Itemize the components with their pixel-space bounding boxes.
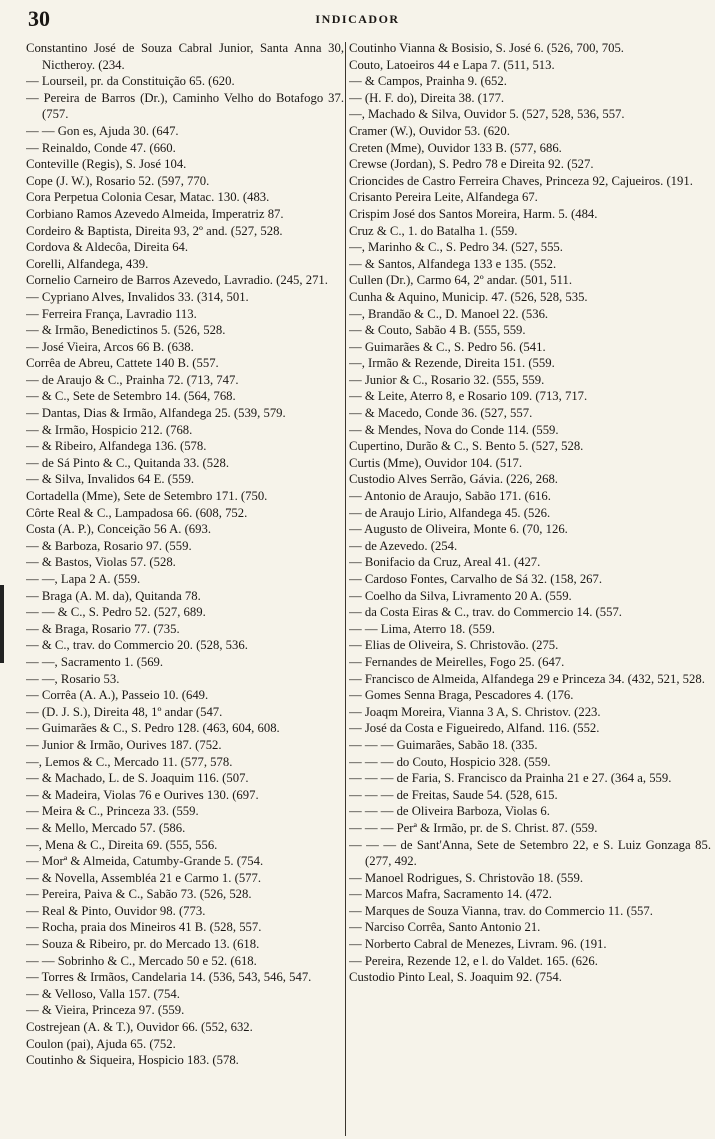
directory-entry: Costrejean (A. & T.), Ouvidor 66. (552, 632. [26,1020,253,1035]
directory-entry: Cramer (W.), Ouvidor 53. (620. [349,123,510,138]
directory-entry: — Souza & Ribeiro, pr. do Mercado 13. (618. [26,937,260,952]
directory-entry: — — Sobrinho & C., Mercado 50 e 52. (618. [26,953,257,968]
directory-entry: — Francisco de Almeida, Alfandega 29 e Princeza 34. (432, 521, 528. [349,671,705,686]
directory-entry: — — — do Couto, Hospicio 328. (559. [349,754,551,769]
directory-entry: — Manoel Rodrigues, S. Christovão 18. (559. [349,870,584,885]
directory-entry: — & Velloso, Valla 157. (754. [26,986,180,1001]
directory-entry: Crioncides de Castro Ferreira Chaves, Princeza 92, Cajueiros. (191. [349,173,693,188]
directory-entry: — Cypriano Alves, Invalidos 33. (314, 501. [26,289,249,304]
directory-entry: — & Madeira, Violas 76 e Ourives 130. (697. [26,787,259,802]
directory-entry: — Braga (A. M. da), Quitanda 78. [26,588,201,603]
directory-entry: — Antonio de Araujo, Sabão 171. (616. [349,489,551,504]
directory-entry: — Guimarães & C., S. Pedro 56. (541. [349,339,546,354]
directory-entry: — (D. J. S.), Direita 48, 1º andar (547. [26,704,223,719]
directory-entry: — Reinaldo, Conde 47. (660. [26,140,176,155]
directory-entry: Constantino José de Souza Cabral Junior, Santa Anna 30, Nictheroy. (234. [26,41,344,72]
directory-entry: — Torres & Irmãos, Candelaria 14. (536, 543, 546, 547. [26,970,312,985]
directory-entry: — Pereira de Barros (Dr.), Caminho Velho do Botafogo 37. (757. [26,90,344,122]
directory-entry: — & Mendes, Nova do Conde 114. (559. [349,422,559,437]
directory-entry: Crewse (Jordan), S. Pedro 78 e Direita 92. (527. [349,157,594,172]
directory-entry: — & Irmão, Benedictinos 5. (526, 528. [26,323,226,338]
directory-entry: — & Couto, Sabão 4 B. (555, 559. [349,323,526,338]
directory-entry: Creten (Mme), Ouvidor 133 B. (577, 686. [349,140,562,155]
directory-entry: — — Gon es, Ajuda 30. (647. [26,123,179,138]
directory-entry: —, Marinho & C., S. Pedro 34. (527, 555. [349,240,563,255]
directory-entry: Cullen (Dr.), Carmo 64, 2º andar. (501, 511. [349,273,572,288]
directory-entry: Cruz & C., 1. do Batalha 1. (559. [349,223,518,238]
directory-entry: — & Braga, Rosario 77. (735. [26,621,180,636]
directory-entry: — Norberto Cabral de Menezes, Livram. 96. (191. [349,937,607,952]
directory-entry: — & Santos, Alfandega 133 e 135. (552. [349,256,557,271]
directory-entry: — Fernandes de Meirelles, Fogo 25. (647. [349,654,565,669]
directory-entry: — Bonifacio da Cruz, Areal 41. (427. [349,555,541,570]
directory-entry: — — — Perª & Irmão, pr. de S. Christ. 87. (559. [349,820,598,835]
directory-entry: — Pereira, Paiva & C., Sabão 73. (526, 528. [26,887,252,902]
directory-entry: —, Lemos & C., Mercado 11. (577, 578. [26,754,233,769]
directory-entry: — Junior & Irmão, Ourives 187. (752. [26,737,222,752]
directory-entry: — Morª & Almeida, Catumby-Grande 5. (754. [26,854,264,869]
directory-entry: Coutinho & Siqueira, Hospicio 183. (578. [26,1053,239,1068]
directory-entry: — — — de Faria, S. Francisco da Prainha 21 e 27. (364 a, 559. [349,771,672,786]
right-column [349,40,711,1134]
directory-entry: — Narciso Corrêa, Santo Antonio 21. [349,920,541,935]
directory-entry: — Marcos Mafra, Sacramento 14. (472. [349,887,552,902]
left-column [26,40,344,1134]
directory-entry: — & Campos, Prainha 9. (652. [349,74,507,89]
directory-entry: Cope (J. W.), Rosario 52. (597, 770. [26,173,210,188]
directory-entry: — — & C., S. Pedro 52. (527, 689. [26,605,206,620]
directory-entry: Cora Perpetua Colonia Cesar, Matac. 130. (483. [26,190,270,205]
directory-entry: — & Bastos, Violas 57. (528. [26,555,176,570]
directory-entry: — Lourseil, pr. da Constituição 65. (620. [26,74,235,89]
directory-entry: — José da Costa e Figueiredo, Alfand. 116. (552. [349,721,600,736]
directory-entry: — & Vieira, Princeza 97. (559. [26,1003,185,1018]
directory-entry: Coutinho Vianna & Bosisio, S. José 6. (526, 700, 705. [349,41,624,55]
binding-edge-mark [0,585,4,663]
directory-entry: — (H. F. do), Direita 38. (177. [349,90,505,105]
directory-entry: Conteville (Regis), S. José 104. [26,157,187,172]
directory-entry: — Corrêa (A. A.), Passeio 10. (649. [26,688,209,703]
directory-entry: Cornelio Carneiro de Barros Azevedo, Lavradio. (245, 271. [26,273,328,288]
directory-entry: Cunha & Aquino, Municip. 47. (526, 528, 535. [349,289,588,304]
directory-entry: — & Novella, Assembléa 21 e Carmo 1. (577. [26,870,262,885]
directory-entry: — & Silva, Invalidos 64 E. (559. [26,472,195,487]
directory-entry: — — — Guimarães, Sabão 18. (335. [349,737,538,752]
directory-entry: — Elias de Oliveira, S. Christovão. (275. [349,638,559,653]
directory-entry: — Cardoso Fontes, Carvalho de Sá 32. (158, 267. [349,572,603,586]
directory-entry: — & Macedo, Conde 36. (527, 557. [349,406,533,421]
directory-entry: — —, Lapa 2 A. (559. [26,572,141,586]
directory-entry: — & Leite, Aterro 8, e Rosario 109. (713, 717. [349,389,588,404]
directory-entry: — — — de Sant'Anna, Sete de Setembro 22, e S. Luiz Gonzaga 85. (277, 492. [349,837,711,869]
directory-entry: Couto, Latoeiros 44 e Lapa 7. (511, 513. [349,57,555,72]
directory-entry: Crispim José dos Santos Moreira, Harm. 5. (484. [349,206,598,221]
directory-entry: — Joaqm Moreira, Vianna 3 A, S. Christov. (223. [349,704,601,719]
directory-entry: — da Costa Eiras & C., trav. do Commercio 14. (557. [349,605,622,620]
directory-entry: Curtis (Mme), Ouvidor 104. (517. [349,455,523,470]
directory-entry: — Coelho da Silva, Livramento 20 A. (559. [349,588,572,603]
running-title: INDICADOR [315,12,400,26]
directory-entry: Crisanto Pereira Leite, Alfandega 67. [349,190,538,205]
directory-entry: — & C., Sete de Setembro 14. (564, 768. [26,389,236,404]
directory-entry: Costa (A. P.), Conceição 56 A. (693. [26,522,212,537]
directory-entry: — de Araujo Lirio, Alfandega 45. (526. [349,505,551,520]
directory-entry: — — — de Freitas, Saude 54. (528, 615. [349,787,558,802]
directory-entry: — de Araujo & C., Prainha 72. (713, 747. [26,372,239,387]
directory-entry: — Real & Pinto, Ouvidor 98. (773. [26,903,206,918]
directory-entry: — & Ribeiro, Alfandega 136. (578. [26,439,207,454]
directory-entry: —, Brandão & C., D. Manoel 22. (536. [349,306,549,321]
directory-entry: —, Irmão & Rezende, Direita 151. (559. [349,356,555,371]
directory-entry: — Gomes Senna Braga, Pescadores 4. (176. [349,688,574,703]
column-divider [345,42,346,1136]
directory-entry: Corrêa de Abreu, Cattete 140 B. (557. [26,356,219,371]
directory-entry: Cordova & Aldecôa, Direita 64. [26,240,189,255]
directory-entry: — Rocha, praia dos Mineiros 41 B. (528, 557. [26,920,262,935]
directory-entry: —, Mena & C., Direita 69. (555, 556. [26,837,218,852]
directory-entry: —, Machado & Silva, Ouvidor 5. (527, 528, 536, 557. [349,107,625,122]
directory-entry: Cortadella (Mme), Sete de Setembro 171. (750. [26,489,268,504]
directory-entry: — José Vieira, Arcos 66 B. (638. [26,339,194,354]
directory-entry: Custodio Alves Serrão, Gávia. (226, 268. [349,472,558,487]
directory-entry: — & Machado, L. de S. Joaquim 116. (507. [26,771,249,786]
directory-entry: — — Lima, Aterro 18. (559. [349,621,495,636]
directory-entry: Coulon (pai), Ajuda 65. (752. [26,1036,176,1051]
directory-entry: — Junior & C., Rosario 32. (555, 559. [349,372,545,387]
directory-entry: Corelli, Alfandega, 439. [26,256,149,271]
directory-entry: — & C., trav. do Commercio 20. (528, 536. [26,638,248,653]
directory-entry: — Dantas, Dias & Irmão, Alfandega 25. (539, 579. [26,406,286,421]
directory-entry: — Augusto de Oliveira, Monte 6. (70, 126. [349,522,568,537]
directory-entry: — Pereira, Rezende 12, e l. do Valdet. 165. (626. [349,953,598,968]
directory-entry: Cordeiro & Baptista, Direita 93, 2º and. (527, 528. [26,223,283,238]
page-number: 30 [28,6,50,31]
directory-entry: Custodio Pinto Leal, S. Joaquim 92. (754. [349,970,562,985]
directory-entry: — Ferreira França, Lavradio 113. [26,306,197,321]
directory-entry: — Marques de Souza Vianna, trav. do Commercio 11. (557. [349,903,653,918]
directory-entry: — & Irmão, Hospicio 212. (768. [26,422,193,437]
directory-entry: — de Azevedo. (254. [349,538,458,553]
directory-entry: — —, Sacramento 1. (569. [26,654,164,669]
directory-entry: Corbiano Ramos Azevedo Almeida, Imperatriz 87. [26,206,284,221]
directory-entry: — de Sá Pinto & C., Quitanda 33. (528. [26,455,229,470]
directory-entry: Côrte Real & C., Lampadosa 66. (608, 752. [26,505,248,520]
directory-entry: — Guimarães & C., S. Pedro 128. (463, 604, 608. [26,721,280,736]
directory-entry: — & Barboza, Rosario 97. (559. [26,538,192,553]
directory-entry: — —, Rosario 53. [26,671,120,686]
directory-entry: — Meira & C., Princeza 33. (559. [26,804,199,819]
directory-entry: Cupertino, Durão & C., S. Bento 5. (527, 528. [349,439,584,454]
directory-entry: — & Mello, Mercado 57. (586. [26,820,186,835]
directory-entry: — — — de Oliveira Barboza, Violas 6. [349,804,550,819]
